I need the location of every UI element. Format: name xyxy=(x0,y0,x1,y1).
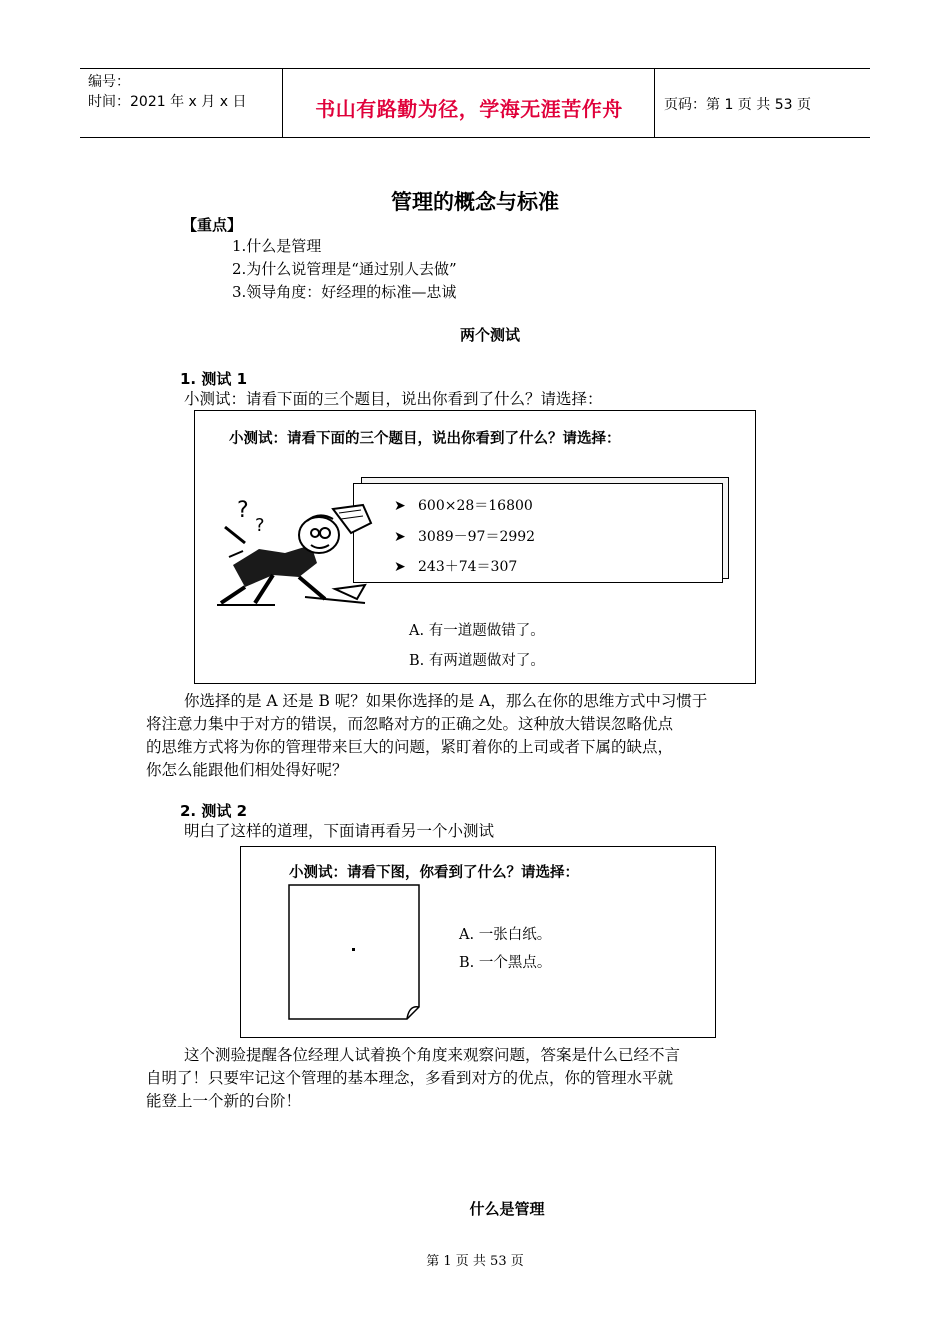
key-point-item: 3.领导角度：好经理的标准—忠诚 xyxy=(232,283,457,301)
figure2-option-a: A. 一张白纸。 xyxy=(459,927,552,943)
equation-row: ➤ 243＋74＝307 xyxy=(394,559,518,575)
test2-intro: 明白了这样的道理，下面请再看另一个小测试 xyxy=(184,822,495,840)
explanation-line: 你选择的是 A 还是 B 呢？如果你选择的是 A，那么在你的思维方式中习惯于 xyxy=(184,692,708,710)
test2-figure xyxy=(240,846,716,1038)
conclusion-line: 能登上一个新的台阶！ xyxy=(146,1092,302,1110)
figure2-option-b: B. 一个黑点。 xyxy=(459,955,552,971)
key-point-item: 2.为什么说管理是“通过别人去做” xyxy=(232,260,457,278)
blank-paper-illustration xyxy=(287,883,427,1023)
date-label: 时间：2021 年 x 月 x 日 xyxy=(88,94,247,110)
number-label: 编号： xyxy=(88,74,130,90)
figure2-prompt: 小测试：请看下图，你看到了什么？请选择： xyxy=(289,865,579,881)
document-header xyxy=(80,68,870,138)
figure1-option-a: A. 有一道题做错了。 xyxy=(409,623,545,639)
svg-text:?: ? xyxy=(237,498,249,523)
key-point-item: 1.什么是管理 xyxy=(232,237,322,255)
bullet-arrow-icon: ➤ xyxy=(394,529,406,545)
bullet-arrow-icon: ➤ xyxy=(394,559,406,575)
explanation-line: 将注意力集中于对方的错误，而忽略对方的正确之处。这种放大错误忽略优点 xyxy=(146,715,674,733)
equation-row: ➤ 600×28＝16800 xyxy=(394,498,533,514)
motto: 书山有路勤为径，学海无涯苦作舟 xyxy=(315,97,623,121)
conclusion-line: 自明了！只要牢记这个管理的基本理念，多看到对方的优点，你的管理水平就 xyxy=(146,1069,674,1087)
svg-text:?: ? xyxy=(255,515,265,536)
conclusion-line: 这个测验提醒各位经理人试着换个角度来观察问题，答案是什么已经不言 xyxy=(184,1046,681,1064)
equation-row: ➤ 3089－97＝2992 xyxy=(394,529,536,545)
page-info: 页码：第 1 页 共 53 页 xyxy=(664,97,811,113)
section-heading: 两个测试 xyxy=(459,326,520,344)
test2-heading: 2. 测试 2 xyxy=(180,802,248,820)
header-divider xyxy=(654,69,655,137)
test1-figure xyxy=(194,410,756,684)
figure1-option-b: B. 有两道题做对了。 xyxy=(409,653,545,669)
test1-intro: 小测试：请看下面的三个题目，说出你看到了什么？请选择： xyxy=(184,390,603,408)
test1-heading: 1. 测试 1 xyxy=(180,370,248,388)
bullet-arrow-icon: ➤ xyxy=(394,498,406,514)
key-points-label: 【重点】 xyxy=(182,216,243,234)
puzzled-man-illustration xyxy=(215,493,375,607)
page-title: 管理的概念与标准 xyxy=(391,190,559,214)
black-dot xyxy=(352,948,355,951)
equations-panel xyxy=(353,483,723,583)
header-divider xyxy=(282,69,283,137)
page-footer: 第 1 页 共 53 页 xyxy=(426,1254,524,1269)
explanation-line: 你怎么能跟他们相处得好呢？ xyxy=(146,761,348,779)
next-section-heading: 什么是管理 xyxy=(469,1200,545,1218)
explanation-line: 的思维方式将为你的管理带来巨大的问题，紧盯着你的上司或者下属的缺点， xyxy=(146,738,674,756)
figure1-prompt: 小测试：请看下面的三个题目，说出你看到了什么？请选择： xyxy=(229,431,621,447)
